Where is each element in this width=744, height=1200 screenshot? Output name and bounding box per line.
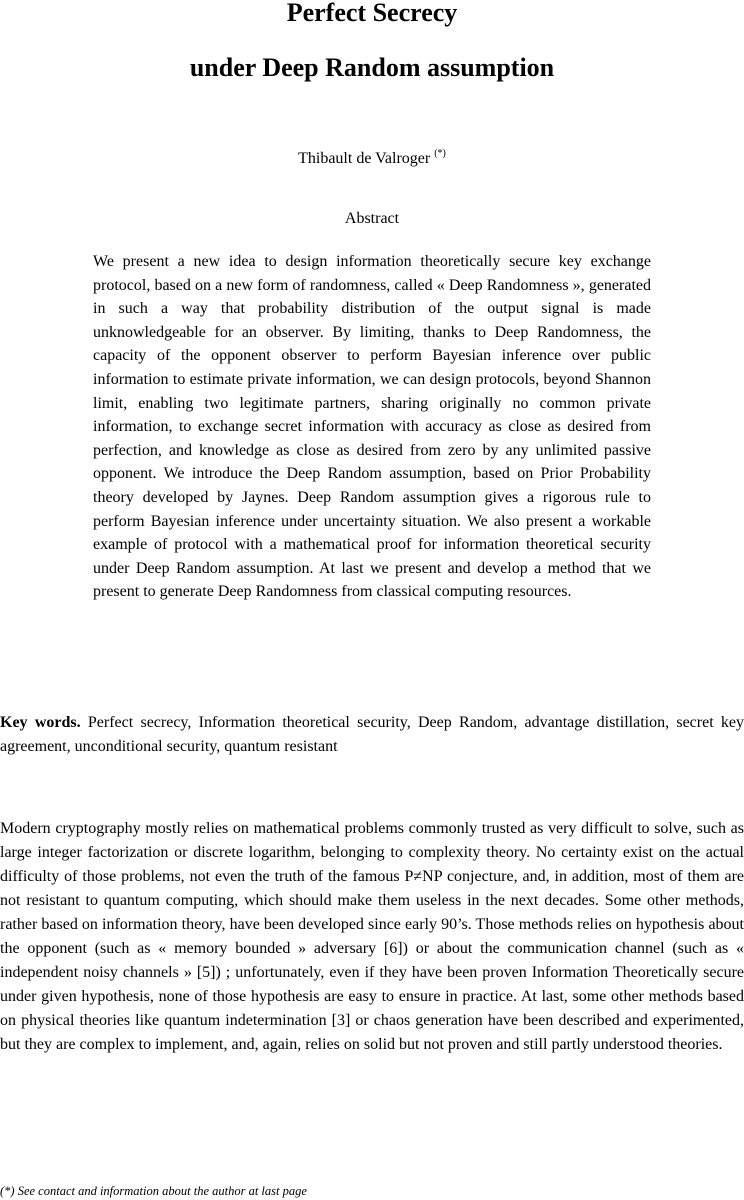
abstract-text: We present a new idea to design information theoretically secure key exchange protocol, based on a new form of randomness, called « Deep Randomness », generated in such a way that probability distribution of the output signal is made unknowledgeable for an observer. By limiting, thanks to Deep Randomness, the capacity of the opponent observer to perform Bayesian inference over public information to estimate private information, we can design protocols, beyond Shannon limit, enabling two legitimate partners, sharing originally no common private information, to exchange secret information with accuracy as close as desired from perfection, and knowledge as close as desired from zero by any unlimited passive opponent. We introduce the Deep Random assumption, based on Prior Probability theory developed by Jaynes. Deep Random assumption gives a rigorous rule to perform Bayesian inference under uncertainty situation. We also present a workable example of protocol with a mathematical proof for information theoretical security under Deep Random assumption. At last we present and develop a method that we present to generate Deep Randomness from classical computing resources. (93, 253, 651, 601)
author-name: Thibault de Valroger (298, 150, 431, 167)
keywords-section (0, 711, 744, 758)
author-footnote-mark: (*) (434, 148, 446, 159)
keywords-label: Key words. (0, 714, 81, 731)
paper-title-line-2: under Deep Random assumption (189, 53, 555, 82)
paper-title-line-1: Perfect Secrecy (286, 0, 458, 27)
intro-paragraph: Modern cryptography mostly relies on mathematical problems commonly trusted as very difficult to solve, such as large integer factorization or discrete logarithm, belonging to complexity theory. No certainty exist on the actual difficulty of those problems, not even the truth of the famous P≠NP conjecture, and, in addition, most of them are not resistant to quantum computing, which should make them useless in the next decades. Some other methods, rather based on information theory, have been developed since early 90’s. Those methods relies on hypothesis about the opponent (such as « memory bounded » adversary [6]) or about the communication channel (such as « independent noisy channels » [5]) ; unfortunately, even if they have been proven Information Theoretically secure under given hypothesis, none of those hypothesis are easy to ensure in practice. At last, some other methods based on physical theories like quantum indetermination [3] or chaos generation have been described and experimented, but they are complex to implement, and, again, relies on solid but not proven and still partly understood theories. (0, 820, 744, 1053)
keywords-text: Perfect secrecy, Information theoretical security, Deep Random, advantage distillation, secret key agreement, unconditional security, quantum resistant (0, 714, 744, 755)
footnote: (*) See contact and information about the author at last page (0, 1184, 307, 1198)
abstract-heading: Abstract (344, 210, 400, 227)
author-line (0, 144, 744, 169)
